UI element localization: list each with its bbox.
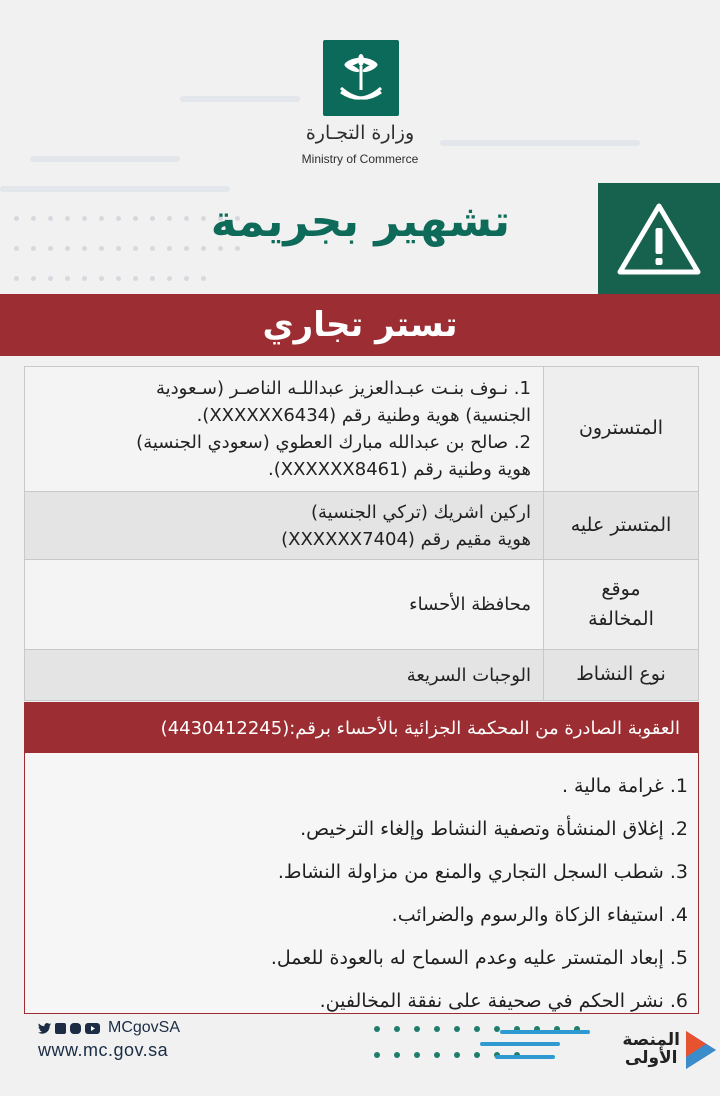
- penalties-header: [25, 703, 698, 753]
- details-table: [24, 366, 699, 701]
- text-line: هوية مقيم رقم (XXXXXX7404): [281, 528, 531, 550]
- decor-stripe: [180, 96, 300, 102]
- text-line: الوجبات السريعة: [406, 664, 531, 686]
- list-item: 2. إغلاق المنشأة وتصفية النشاط وإلغاء الترخيص.: [300, 818, 688, 840]
- text-line: 1. نـوف بنـت عبـدالعزيز عبداللـه الناصـر (سـعودية: [156, 378, 531, 399]
- decor-bar: [500, 1030, 590, 1034]
- penalties-list: [25, 753, 698, 1023]
- list-item: 4. استيفاء الزكاة والرسوم والضرائب.: [391, 904, 688, 926]
- list-item: 1. غرامة مالية .: [561, 775, 688, 797]
- website-link[interactable]: www.mc.gov.sa: [38, 1040, 169, 1060]
- subtitle: تستر تجاري: [262, 305, 458, 345]
- label-line: المخالفة: [588, 607, 654, 630]
- text-line: الجنسية) هوية وطنية رقم (XXXXXX6434).: [196, 405, 531, 426]
- play-arrow-icon: [680, 1027, 720, 1073]
- value-concealers: [25, 367, 543, 491]
- label-line: موقع: [601, 578, 641, 601]
- platform-line: المنصة: [622, 1030, 680, 1051]
- table-row: [25, 367, 698, 492]
- penalties-box: [24, 702, 699, 1014]
- page-title: تشهير بجريمة: [210, 196, 510, 247]
- youtube-icon[interactable]: [85, 1023, 100, 1034]
- decor-dots: [14, 246, 240, 251]
- decor-bar: [495, 1055, 555, 1059]
- label-concealed: المتستر عليه: [543, 492, 698, 559]
- ministry-name-arabic: وزارة التجـارة: [305, 122, 415, 144]
- warning-panel: [598, 183, 720, 295]
- palm-swords-emblem-icon: [333, 48, 389, 108]
- decor-bar: [480, 1042, 560, 1046]
- facebook-icon[interactable]: [55, 1023, 66, 1034]
- table-row: [25, 650, 698, 700]
- subtitle-banner: [0, 294, 720, 356]
- text-line: 2. صالح بن عبدالله مبارك العطوي (سعودي الجنسية): [136, 432, 531, 453]
- platform-name: [622, 1032, 680, 1068]
- value-location: [25, 560, 543, 649]
- decor-stripe: [0, 186, 230, 192]
- twitter-icon[interactable]: [38, 1023, 51, 1034]
- platform-logo: [622, 1015, 720, 1085]
- social-links: [38, 1019, 180, 1037]
- label-concealers: المتسترون: [543, 367, 698, 491]
- label-activity: نوع النشاط: [543, 650, 698, 700]
- text-line: محافظة الأحساء: [409, 594, 531, 615]
- label-location: [543, 560, 698, 649]
- instagram-icon[interactable]: [70, 1023, 81, 1034]
- list-item: 6. نشر الحكم في صحيفة على نفقة المخالفين.: [319, 990, 688, 1012]
- list-item: 3. شطب السجل التجاري والمنع من مزاولة النشاط.: [277, 861, 688, 883]
- social-handle[interactable]: MCgovSA: [108, 1019, 181, 1036]
- decor-dots: [14, 276, 206, 281]
- value-concealed: [25, 492, 543, 559]
- text-line: هوية وطنية رقم (XXXXXX8461).: [268, 459, 531, 480]
- decor-dots: [14, 216, 240, 221]
- value-activity: [25, 650, 543, 700]
- text-line: اركين اشريك (تركي الجنسية): [311, 501, 531, 523]
- warning-triangle-icon: [614, 200, 704, 278]
- table-row: [25, 560, 698, 650]
- penalties-title: العقوبة الصادرة من المحكمة الجزائية بالأحساء برقم:(4430412245): [160, 717, 680, 739]
- ministry-name-english: Ministry of Commerce: [301, 152, 419, 166]
- ministry-logo: [323, 40, 399, 116]
- platform-line: الأولى: [624, 1048, 678, 1068]
- list-item: 5. إبعاد المتستر عليه وعدم السماح له بالعودة للعمل.: [270, 947, 688, 969]
- table-row: [25, 492, 698, 560]
